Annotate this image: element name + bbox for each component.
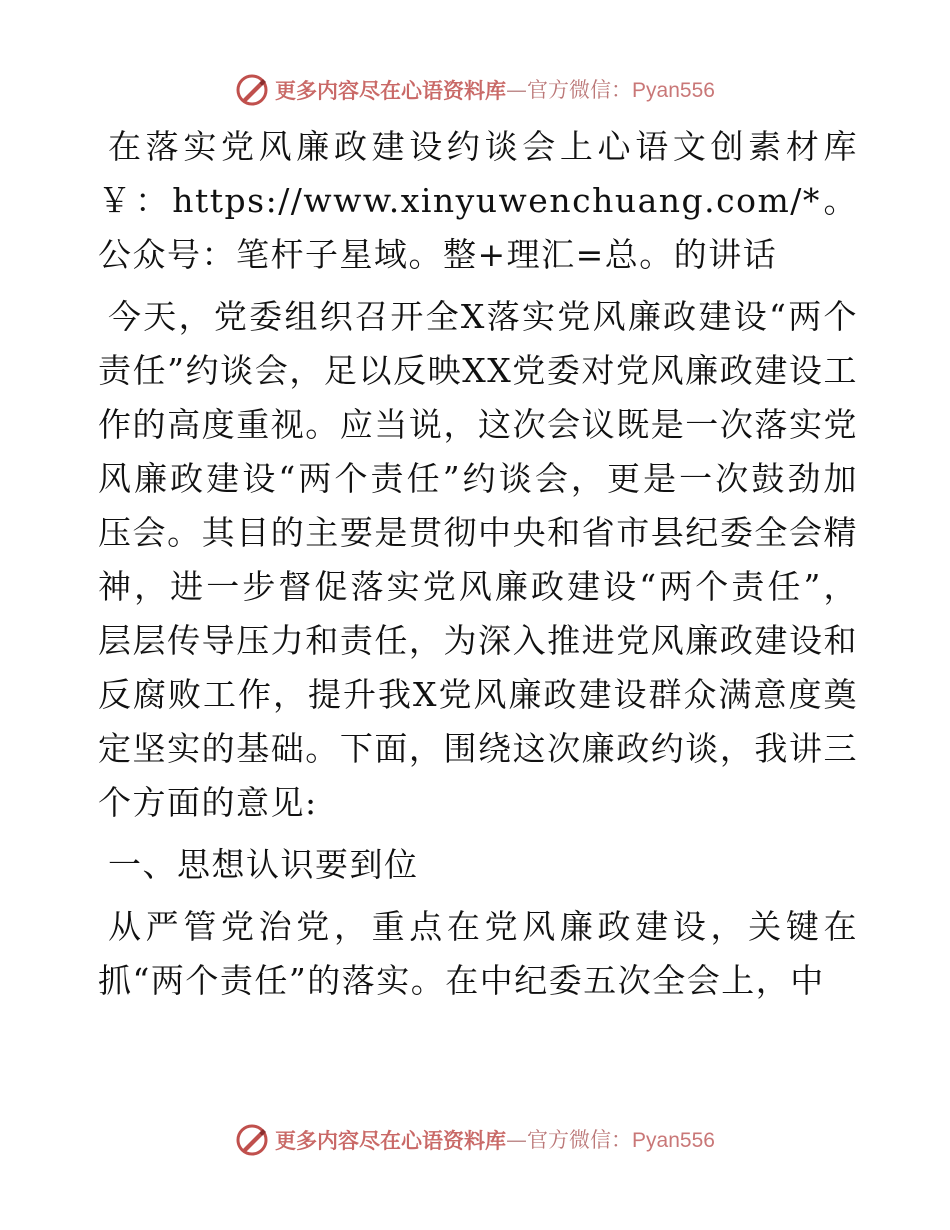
watermark-separator: —	[506, 77, 528, 102]
section-heading: 一、思想认识要到位	[108, 845, 419, 884]
watermark-main: 更多内容尽在心语资料库	[275, 77, 507, 103]
footer-watermark	[0, 1120, 950, 1160]
watermark-wechat-id: Pyan556	[632, 78, 715, 102]
section-paragraph: 从严管党治党，重点在党风廉政建设，关键在抓“两个责任”的落实。在中纪委五次全会上，中	[98, 907, 858, 1000]
pen-logo-icon	[235, 1123, 269, 1157]
pen-logo-icon	[235, 73, 269, 107]
watermark-text	[275, 1127, 715, 1153]
document-body	[98, 120, 858, 1016]
document-title: 在落实党风廉政建设约谈会上心语文创素材库￥：https://www.xinyuwenchuang.com/*。公众号：笔杆子星域。整+理汇=总。的讲话	[98, 127, 858, 274]
watermark-separator: —	[506, 1127, 528, 1152]
watermark-label: 官方微信：	[527, 77, 633, 102]
header-watermark	[0, 70, 950, 110]
watermark-main: 更多内容尽在心语资料库	[275, 1127, 507, 1153]
intro-paragraph: 今天，党委组织召开全X落实党风廉政建设“两个责任”约谈会，足以反映XX党委对党风廉政建设工作的高度重视。应当说，这次会议既是一次落实党风廉政建设“两个责任”约谈会，更是一次鼓劲加压会。其目的主要是贯彻中央和省市县纪委全会精神，进一步督促落实党风廉政建设“两个责任”，层层传导压力和责任，为深入推进党风廉政建设和反腐败工作，提升我X党风廉政建设群众满意度奠定坚实的基础。下面，围绕这次廉政约谈，我讲三个方面的意见:	[98, 297, 858, 822]
watermark-label: 官方微信：	[527, 1127, 633, 1152]
watermark-wechat-id: Pyan556	[632, 1128, 715, 1152]
watermark-text	[275, 77, 715, 103]
